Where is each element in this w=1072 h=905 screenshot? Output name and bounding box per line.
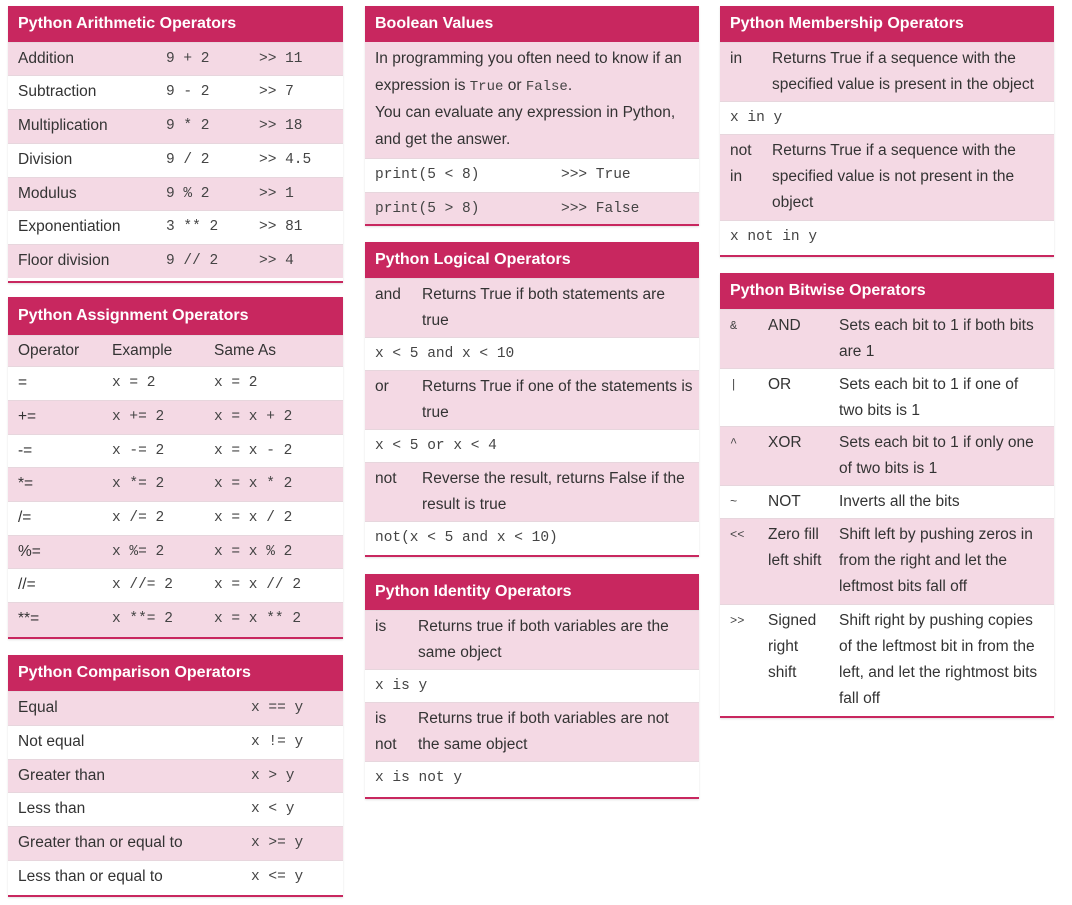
table-row xyxy=(8,143,343,177)
expression: 9 / 2 xyxy=(166,152,210,168)
false-keyword: False xyxy=(525,78,568,95)
symbol: << xyxy=(730,528,745,542)
table-row xyxy=(8,467,343,501)
operator: %= xyxy=(18,543,41,560)
table-row xyxy=(720,309,1054,368)
intro-text-2: You can evaluate any expression in Python, and get the answer. xyxy=(375,104,676,148)
period: . xyxy=(567,76,573,94)
card-title: Python Arithmetic Operators xyxy=(8,6,343,42)
operator-name: OR xyxy=(768,376,792,393)
same-as: x = x * 2 xyxy=(214,476,293,492)
symbol: ~ xyxy=(730,495,738,509)
intro-text: In programming you often need to know if an expression is xyxy=(375,50,682,94)
table-row xyxy=(720,220,1054,255)
description: Returns true if both variables are the same object xyxy=(418,618,669,661)
table-row xyxy=(720,101,1054,134)
operator: and xyxy=(375,286,401,303)
code: print(5 < 8) xyxy=(375,167,480,183)
description: Returns True if a sequence with the specified value is not present in the object xyxy=(772,142,1016,211)
same-as: x = x - 2 xyxy=(214,443,293,459)
expression: x != y xyxy=(251,734,304,750)
table-row xyxy=(8,691,343,725)
operator: = xyxy=(18,374,28,391)
description: Sets each bit to 1 if both bits are 1 xyxy=(839,317,1034,360)
same-as: x = x // 2 xyxy=(214,577,302,593)
example: x not in y xyxy=(730,229,818,245)
table-row xyxy=(365,462,699,521)
arithmetic-operators-card xyxy=(8,6,343,283)
or-word: or xyxy=(507,76,522,94)
result: >> 7 xyxy=(259,84,294,100)
column-header: Example xyxy=(112,342,173,359)
operator-name: Zero fill left shift xyxy=(768,526,822,569)
symbol: | xyxy=(730,378,738,392)
result: >> 81 xyxy=(259,219,303,235)
operator-name: Subtraction xyxy=(18,83,97,100)
result: >> 1 xyxy=(259,186,294,202)
operator: += xyxy=(18,408,37,425)
result: >> 11 xyxy=(259,51,303,67)
example: x += 2 xyxy=(112,409,165,425)
operator-name: Division xyxy=(18,151,73,168)
table-row xyxy=(8,400,343,434)
table-row xyxy=(8,210,343,244)
membership-operators-card xyxy=(720,6,1054,257)
example: x = 2 xyxy=(112,375,156,391)
symbol: ^ xyxy=(730,436,738,450)
example: x **= 2 xyxy=(112,611,173,627)
symbol: >> xyxy=(730,614,745,628)
example: x < 5 and x < 10 xyxy=(375,346,515,362)
result: >> 18 xyxy=(259,118,303,134)
table-row xyxy=(365,521,699,555)
comparison-operators-card xyxy=(8,655,343,897)
table-row xyxy=(720,485,1054,518)
card-title: Python Membership Operators xyxy=(720,6,1054,42)
description: Sets each bit to 1 if only one of two bits is 1 xyxy=(839,434,1034,477)
table-row xyxy=(8,75,343,109)
table-row xyxy=(8,501,343,535)
arithmetic-table xyxy=(8,42,343,278)
table-row xyxy=(365,669,699,702)
operator-name: Floor division xyxy=(18,252,110,269)
description: Shift right by pushing copies of the leftmost bit in from the left, and let the rightmost bits fall off xyxy=(839,612,1038,707)
operator-name: Greater than or equal to xyxy=(18,834,183,851)
table-row xyxy=(8,42,343,75)
operator-name: Addition xyxy=(18,50,75,67)
operator-name: Equal xyxy=(18,699,58,716)
table-row xyxy=(365,610,699,669)
same-as: x = 2 xyxy=(214,375,258,391)
operator-name: Greater than xyxy=(18,767,106,784)
expression: x == y xyxy=(251,700,304,716)
boolean-intro xyxy=(365,42,699,158)
example: x *= 2 xyxy=(112,476,165,492)
table-row xyxy=(8,602,343,637)
expression: 9 * 2 xyxy=(166,118,210,134)
table-row xyxy=(720,368,1054,426)
operator-name: XOR xyxy=(768,434,802,451)
card-title: Python Comparison Operators xyxy=(8,655,343,691)
operator: not in xyxy=(730,142,752,185)
table-row xyxy=(720,518,1054,604)
symbol: & xyxy=(730,319,738,333)
table-row xyxy=(365,158,699,192)
table-row xyxy=(365,192,699,224)
column-header: Operator xyxy=(18,342,80,359)
code: print(5 > 8) xyxy=(375,201,480,217)
example: x /= 2 xyxy=(112,510,165,526)
assignment-operators-card xyxy=(8,297,343,639)
result: >> 4.5 xyxy=(259,152,312,168)
operator: /= xyxy=(18,509,32,526)
column-header: Same As xyxy=(214,342,277,359)
card-title: Python Identity Operators xyxy=(365,574,699,610)
expression: 3 ** 2 xyxy=(166,219,219,235)
description: Inverts all the bits xyxy=(839,493,960,510)
table-row xyxy=(8,759,343,792)
table-row xyxy=(365,429,699,462)
same-as: x = x + 2 xyxy=(214,409,293,425)
expression: x > y xyxy=(251,768,295,784)
table-row xyxy=(8,434,343,467)
result: >>> True xyxy=(561,167,631,183)
operator: is xyxy=(375,618,387,635)
table-row xyxy=(720,426,1054,485)
example: x -= 2 xyxy=(112,443,165,459)
table-row xyxy=(8,792,343,826)
operator-name: NOT xyxy=(768,493,801,510)
example: x //= 2 xyxy=(112,577,173,593)
result: >> 4 xyxy=(259,253,294,269)
example: x in y xyxy=(730,110,783,126)
description: Returns True if one of the statements is true xyxy=(422,378,693,421)
operator-name: Multiplication xyxy=(18,117,108,134)
boolean-values-card xyxy=(365,6,699,226)
operator: *= xyxy=(18,475,34,492)
operator: //= xyxy=(18,576,36,593)
expression: 9 - 2 xyxy=(166,84,210,100)
description: Reverse the result, returns False if the result is true xyxy=(422,470,685,513)
operator: or xyxy=(375,378,389,395)
table-row xyxy=(720,134,1054,220)
expression: x <= y xyxy=(251,869,304,885)
operator-name: Signed right shift xyxy=(768,612,817,681)
same-as: x = x / 2 xyxy=(214,510,293,526)
same-as: x = x ** 2 xyxy=(214,611,302,627)
example: x is y xyxy=(375,678,428,694)
table-header-row xyxy=(8,335,343,366)
operator: not xyxy=(375,470,397,487)
table-row xyxy=(8,535,343,568)
table-row xyxy=(365,337,699,370)
result: >>> False xyxy=(561,201,640,217)
example: x is not y xyxy=(375,770,463,786)
table-row xyxy=(8,366,343,400)
operator-name: Less than xyxy=(18,800,86,817)
table-row xyxy=(720,604,1054,715)
true-keyword: True xyxy=(469,78,504,95)
expression: x < y xyxy=(251,801,295,817)
table-row xyxy=(8,244,343,278)
card-title: Python Bitwise Operators xyxy=(720,273,1054,309)
table-row xyxy=(720,42,1054,101)
operator-name: AND xyxy=(768,317,801,334)
description: Returns True if both statements are true xyxy=(422,286,665,329)
example: x %= 2 xyxy=(112,544,165,560)
operator-name: Modulus xyxy=(18,185,77,202)
expression: x >= y xyxy=(251,835,304,851)
operator: -= xyxy=(18,442,33,459)
example: not(x < 5 and x < 10) xyxy=(375,530,558,546)
expression: 9 % 2 xyxy=(166,186,210,202)
operator-name: Not equal xyxy=(18,733,85,750)
expression: 9 // 2 xyxy=(166,253,219,269)
table-row xyxy=(365,278,699,337)
description: Shift left by pushing zeros in from the right and let the leftmost bits fall off xyxy=(839,526,1033,595)
table-row xyxy=(8,860,343,894)
operator-name: Exponentiation xyxy=(18,218,121,235)
card-title: Python Logical Operators xyxy=(365,242,699,278)
operator: in xyxy=(730,50,743,67)
bitwise-operators-card xyxy=(720,273,1054,718)
table-row xyxy=(365,702,699,761)
logical-operators-card xyxy=(365,242,699,557)
card-title: Python Assignment Operators xyxy=(8,297,343,335)
same-as: x = x % 2 xyxy=(214,544,293,560)
table-row xyxy=(8,826,343,860)
table-row xyxy=(365,370,699,429)
identity-operators-card xyxy=(365,574,699,799)
operator: **= xyxy=(18,610,40,627)
table-row xyxy=(8,725,343,759)
description: Returns True if a sequence with the specified value is present in the object xyxy=(772,50,1034,93)
description: Sets each bit to 1 if one of two bits is 1 xyxy=(839,376,1019,419)
table-row xyxy=(8,177,343,210)
card-title: Boolean Values xyxy=(365,6,699,42)
table-row xyxy=(365,761,699,796)
operator: is not xyxy=(375,710,397,753)
table-row xyxy=(8,568,343,602)
table-row xyxy=(8,109,343,143)
operator-name: Less than or equal to xyxy=(18,868,163,885)
expression: 9 + 2 xyxy=(166,51,210,67)
example: x < 5 or x < 4 xyxy=(375,438,497,454)
description: Returns true if both variables are not the same object xyxy=(418,710,669,753)
